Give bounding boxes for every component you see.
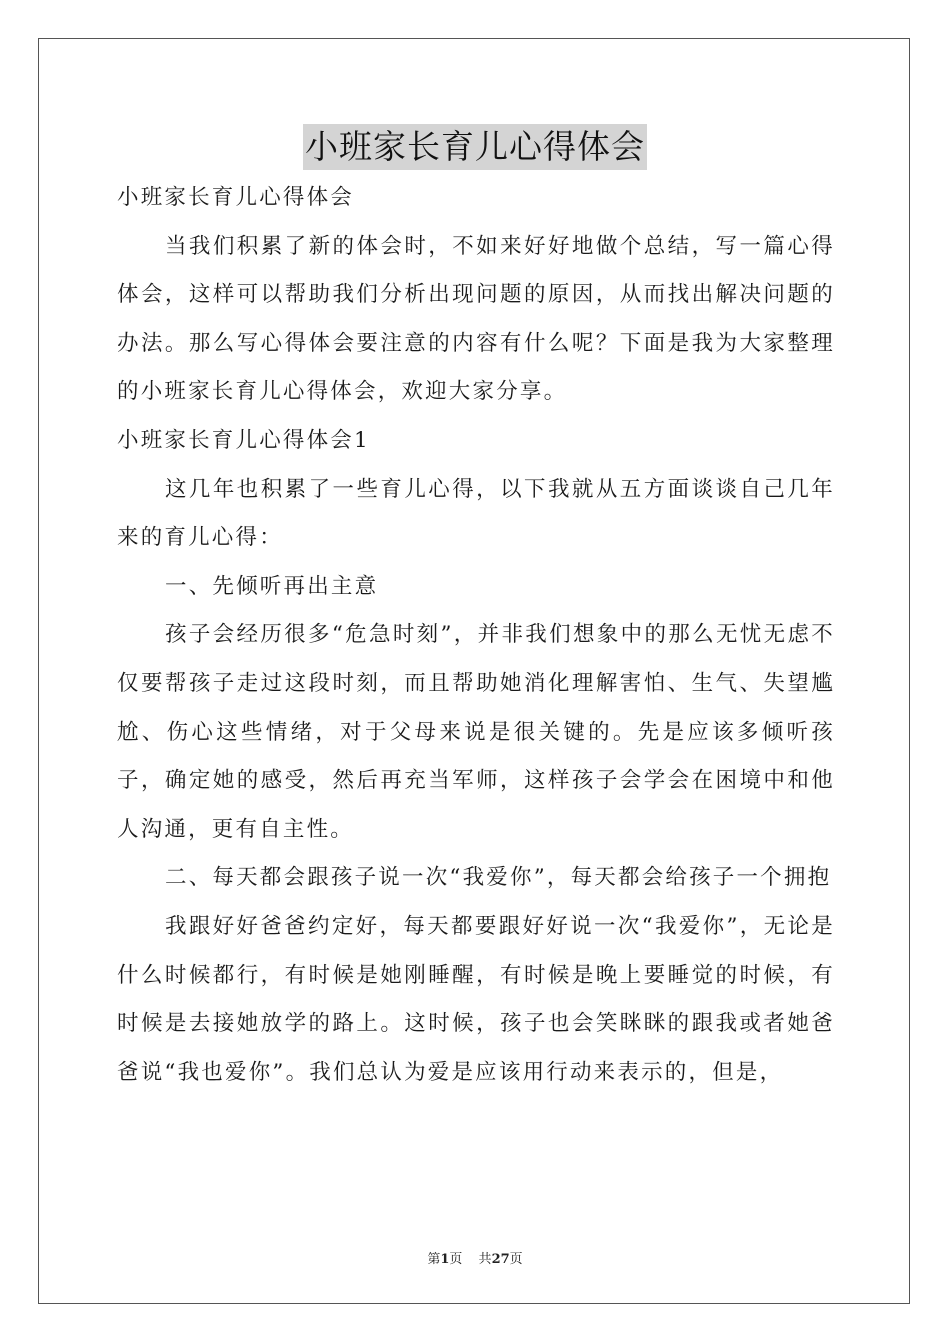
paragraph: 这几年也积累了一些育儿心得，以下我就从五方面谈谈自己几年来的育儿心得： (117, 476, 835, 551)
title-container (0, 124, 950, 170)
section-heading: 二、每天都会跟孩子说一次“我爱你”，每天都会给孩子一个拥抱 (165, 865, 832, 891)
paragraph: 我跟好好爸爸约定好，每天都要跟好好说一次“我爱你”，无论是什么时候都行，有时候是她刚睡醒，有时候是晚上要睡觉的时候，有时候是去接她放学的路上。这时候，孩子也会笑眯眯的跟我或者她爸爸说“我也爱你”。我们总认为爱是应该用行动来表示的，但是， (117, 913, 835, 1085)
page-number: 第1页 (427, 1252, 463, 1267)
paragraph: 小班家长育儿心得体会 (117, 185, 355, 210)
section-heading: 一、先倾听再出主意 (165, 573, 379, 599)
paragraph: 小班家长育儿心得体会1 (117, 427, 370, 453)
document-body (117, 174, 835, 1097)
document-title: 小班家长育儿心得体会 (303, 124, 647, 170)
paragraph: 当我们积累了新的体会时，不如来好好地做个总结，写一篇心得体会，这样可以帮助我们分析出现问题的原因，从而找出解决问题的办法。那么写心得体会要注意的内容有什么呢？下面是我为大家整理的小班家长育儿心得体会，欢迎大家分享。 (117, 233, 835, 405)
page-footer (0, 1248, 950, 1267)
paragraph: 孩子会经历很多“危急时刻”，并非我们想象中的那么无忧无虑不仅要帮孩子走过这段时刻，而且帮助她消化理解害怕、生气、失望尴尬、伤心这些情绪，对于父母来说是很关键的。先是应该多倾听孩子，确定她的感受，然后再充当军师，这样孩子会学会在困境中和他人沟通，更有自主性。 (117, 622, 835, 842)
page-total: 共27页 (478, 1252, 523, 1267)
